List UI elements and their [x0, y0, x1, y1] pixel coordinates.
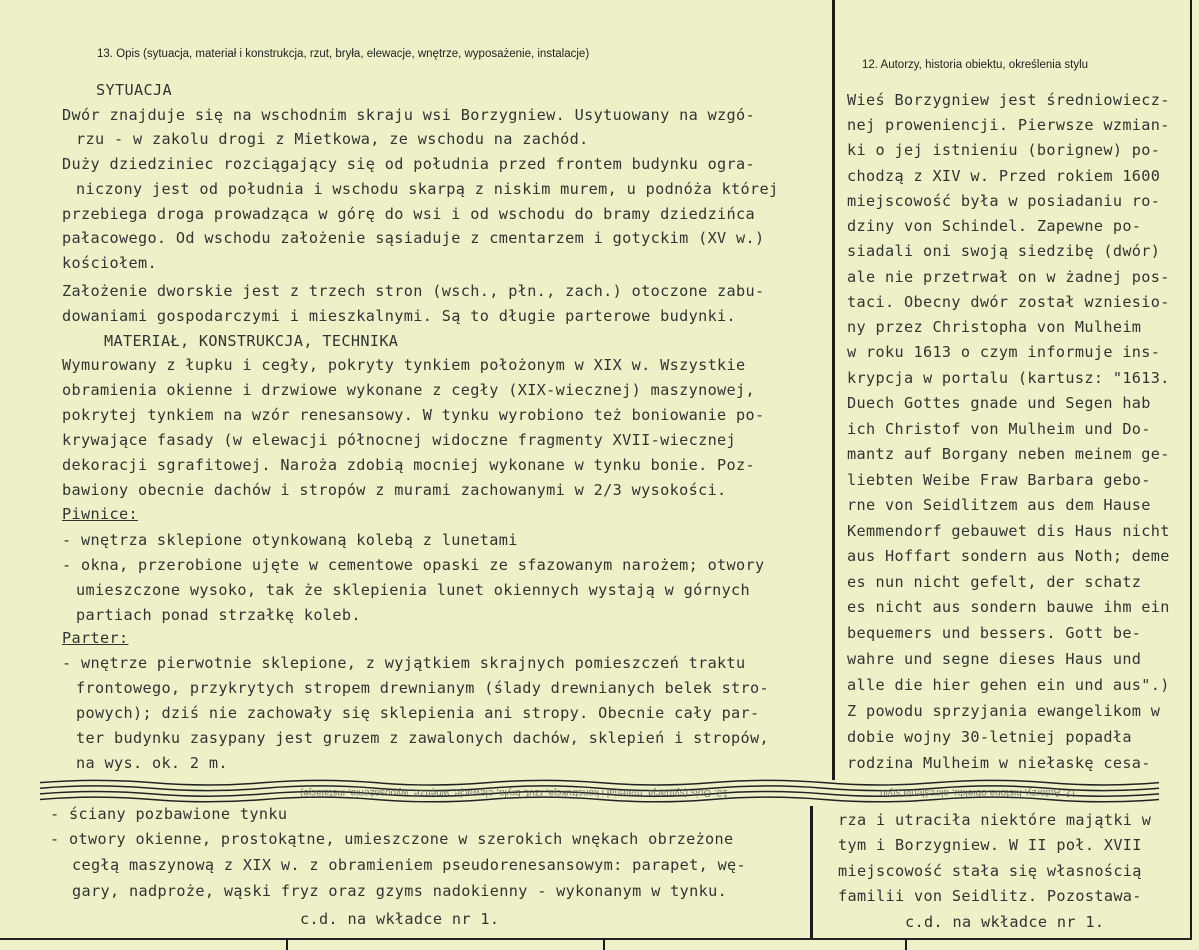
text-line: mantz auf Borgany neben meinem ge-	[847, 445, 1170, 463]
text-line: miejscowość była w posiadaniu ro-	[847, 192, 1161, 210]
text-line: dekoracji sgrafitowej. Naroża zdobią mocniej wykonane w tynku bonie. Poz-	[62, 456, 756, 474]
text-line: siadali oni swoją siedzibę (dwór)	[847, 242, 1161, 260]
text-line: rzu - w zakolu drogi z Mietkowa, ze wschodu na zachód.	[76, 130, 589, 148]
continuation-note: c.d. na wkładce nr 1.	[905, 913, 1105, 931]
text-line: liebten Weibe Fraw Barbara gebo-	[847, 471, 1151, 489]
mirrored-header-right: 12. Autorzy, historia obiektu, określenia stylu	[880, 787, 1077, 798]
bottom-cell-divider	[603, 938, 605, 950]
text-line: rne von Seidlitzem aus dem Hause	[847, 496, 1151, 514]
bottom-cell-divider	[286, 938, 288, 950]
text-line: rza i utraciła niektóre majątki w	[838, 811, 1152, 829]
column-divider-lower	[810, 806, 813, 938]
text-line: Założenie dworskie jest z trzech stron (wsch., płn., zach.) otoczone zabu-	[62, 282, 765, 300]
text-line: krywające fasady (w elewacji północnej widoczne fragmenty XVII-wiecznej	[62, 431, 737, 449]
right-section-header: 12. Autorzy, historia obiektu, określenia stylu	[862, 59, 1089, 71]
text-line: - okna, przerobione ujęte w cementowe opaski ze sfazowanym narożem; otwory	[62, 556, 765, 574]
column-divider	[832, 0, 835, 780]
text-line: miejscowość stała się własnością	[838, 862, 1142, 880]
text-line: es nun nicht gefelt, der schatz	[847, 573, 1142, 591]
text-line: cegłą maszynową z XIX w. z obramieniem pseudorenesansowym: parapet, wę-	[72, 856, 747, 874]
text-line: Duech Gottes gnade und Segen hab	[847, 394, 1151, 412]
text-line: Wieś Borzygniew jest średniowiecz-	[847, 91, 1170, 109]
continuation-note: c.d. na wkładce nr 1.	[300, 910, 500, 928]
text-line: dobie wojny 30-letniej popadła	[847, 728, 1132, 746]
text-line: rodzina Mulheim w niełaskę cesa-	[847, 754, 1151, 772]
text-line: Duży dziedziniec rozciągający się od południa przed frontem budynku ogra-	[62, 155, 756, 173]
text-line: wahre und segne dieses Haus und	[847, 650, 1142, 668]
text-line: aus Hoffart sondern aus Noth; deme	[847, 547, 1170, 565]
text-line: ter budynku zasypany jest gruzem z zawalonych dachów, sklepień i stropów,	[76, 729, 770, 747]
text-line: ich Christof von Mulheim und Do-	[847, 420, 1151, 438]
mirrored-header-left: 13. Opis (sytuacja, materiał i konstrukcja, rzut, bryła, elewacje, wnętrze, wyposażenie, instalacje)	[300, 787, 728, 798]
heading-material: MATERIAŁ, KONSTRUKCJA, TECHNIKA	[104, 332, 399, 350]
text-line: chodzą z XIV w. Przed rokiem 1600	[847, 167, 1161, 185]
text-line: pokrytej tynkiem na wzór renesansowy. W tynku wyrobiono też boniowanie po-	[62, 406, 765, 424]
text-line: niczony jest od południa i wschodu skarpą z niskim murem, u podnóża której	[76, 180, 779, 198]
text-line: es nicht aus sondern bauwe ihm ein	[847, 598, 1170, 616]
text-line: dziny von Schindel. Zapewne po-	[847, 217, 1142, 235]
text-line: powych); dziś nie zachowały się sklepienia ani stropy. Obecnie cały par-	[76, 704, 760, 722]
heading-piwnice: Piwnice:	[62, 505, 138, 523]
bottom-rule	[0, 938, 1192, 940]
text-line: obramienia okienne i drzwiowe wykonane z cegły (XIX-wiecznej) maszynowej,	[62, 381, 756, 399]
text-line: bawiony obecnie dachów i stropów z murami zachowanymi w 2/3 wysokości.	[62, 481, 727, 499]
text-line: Z powodu sprzyjania ewangelikom w	[847, 702, 1161, 720]
text-line: w roku 1613 o czym informuje ins-	[847, 343, 1161, 361]
text-line: nej proweniencji. Pierwsze wzmian-	[847, 116, 1170, 134]
text-line: - ściany pozbawione tynku	[50, 805, 288, 823]
text-line: bequemers und bessers. Gott be-	[847, 624, 1142, 642]
text-line: frontowego, przykrytych stropem drewnianym (ślady drewnianych belek stro-	[76, 679, 770, 697]
text-line: - wnętrze pierwotnie sklepione, z wyjątkiem skrajnych pomieszczeń traktu	[62, 654, 746, 672]
text-line: na wys. ok. 2 m.	[76, 754, 228, 772]
text-line: dowaniami gospodarczymi i mieszkalnymi. Są to długie parterowe budynki.	[62, 307, 737, 325]
text-line: Dwór znajduje się na wschodnim skraju wsi Borzygniew. Usytuowany na wzgó-	[62, 106, 756, 124]
text-line: pałacowego. Od wschodu założenie sąsiaduje z cmentarzem i gotyckim (XV w.)	[62, 229, 765, 247]
text-line: ny przez Christopha von Mulheim	[847, 318, 1142, 336]
text-line: gary, nadproże, wąski fryz oraz gzyms nadokienny - wykonanym w tynku.	[72, 882, 728, 900]
text-line: ale nie przetrwał on w żadnej pos-	[847, 268, 1170, 286]
text-line: kościołem.	[62, 254, 157, 272]
text-line: tym i Borzygniew. W II poł. XVII	[838, 836, 1142, 854]
text-line: partiach ponad strzałkę koleb.	[76, 606, 361, 624]
text-line: - wnętrza sklepione otynkowaną kolebą z lunetami	[62, 531, 518, 549]
text-line: umieszczone wysoko, tak że sklepienia lunet okiennych wystają w górnych	[76, 581, 751, 599]
bottom-cell-divider	[905, 938, 907, 950]
left-section-header: 13. Opis (sytuacja, materiał i konstrukcja, rzut, bryła, elewacje, wnętrze, wyposażenie, instalacje)	[97, 48, 590, 60]
heading-parter: Parter:	[62, 629, 129, 647]
text-line: familii von Seidlitz. Pozostawa-	[838, 887, 1142, 905]
text-line: krypcja w portalu (kartusz: "1613.	[847, 369, 1170, 387]
heading-sytuacja: SYTUACJA	[96, 81, 172, 99]
text-line: przebiega droga prowadząca w górę do wsi i od wschodu do bramy dziedzińca	[62, 205, 756, 223]
text-line: - otwory okienne, prostokątne, umieszczone w szerokich wnękach obrzeżone	[50, 830, 734, 848]
text-line: Kemmendorf gebauwet dis Haus nicht	[847, 522, 1170, 540]
text-line: ki o jej istnieniu (borignew) po-	[847, 141, 1161, 159]
text-line: Wymurowany z łupku i cegły, pokryty tynkiem położonym w XIX w. Wszystkie	[62, 356, 746, 374]
text-line: alle die hier gehen ein und aus".)	[847, 676, 1170, 694]
text-line: taci. Obecny dwór został wzniesio-	[847, 293, 1170, 311]
